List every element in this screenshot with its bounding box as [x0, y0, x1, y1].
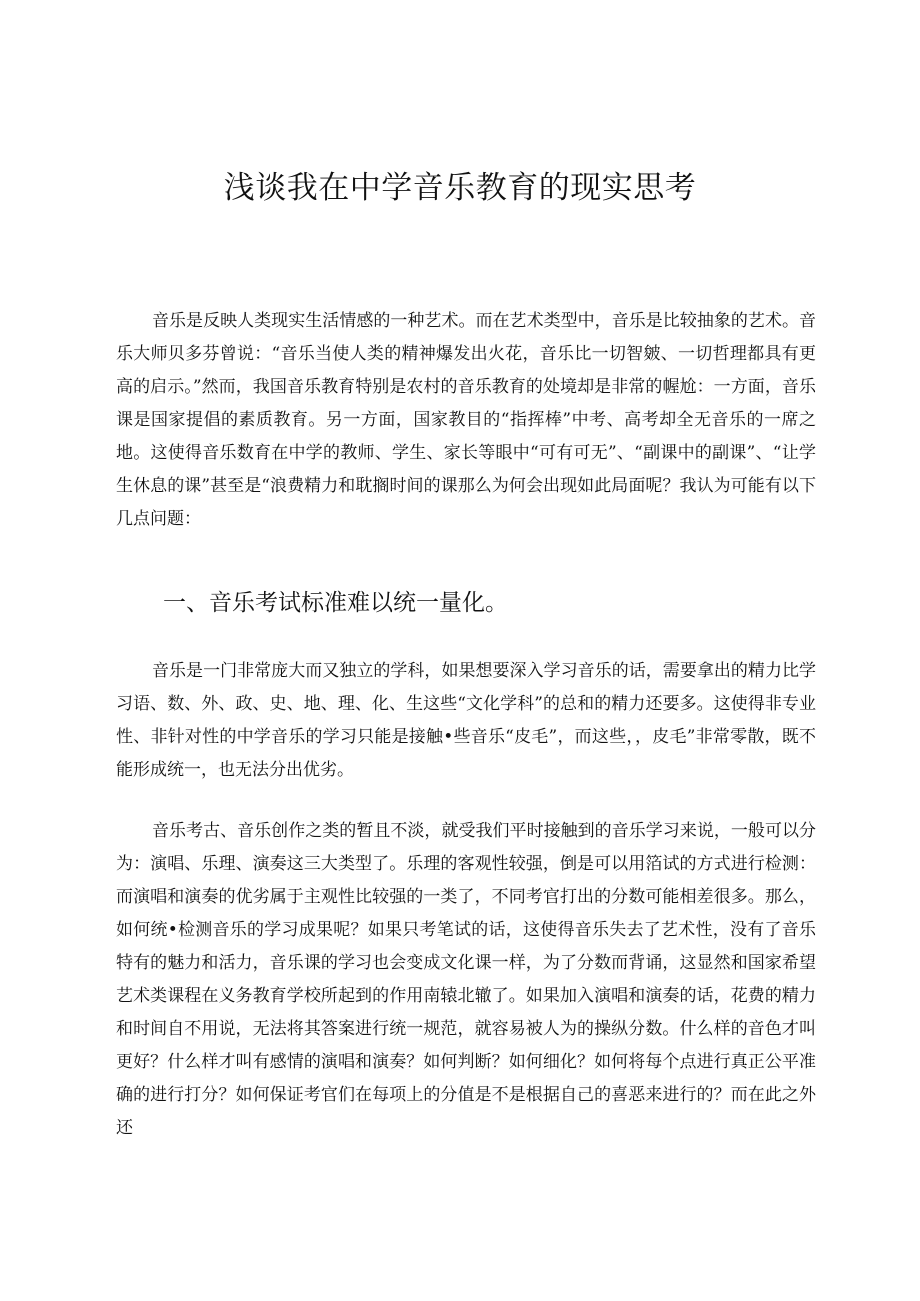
section-paragraph-1: 音乐是一门非常庞大而又独立的学科，如果想要深入学习音乐的话，需要拿出的精力比学习语、数、外、政、史、地、理、化、生这些“文化学科”的总和的精力还要多。这使得非专业性、非针对性的中学音乐的学习只能是接触•些音乐“皮毛”，而这些，，皮毛”非常零散，既不能形成统一，也无法分出优劣。 [116, 661, 816, 780]
section-heading: 一、音乐考试标准难以统一量化。 [163, 590, 508, 616]
intro-paragraph: 音乐是反映人类现实生活情感的一种艺术。而在艺术类型中，音乐是比较抽象的艺术。音乐大师贝多芬曾说：“音乐当使人类的精神爆发出火花，音乐比一切智皴、一切哲理都具有更高的启示。”然而，我国音乐教育特别是农村的音乐教育的处境却是非常的幄尬：一方面，音乐课是国家提倡的素质教育。另一方面，国家教目的“指挥棒”中考、高考却全无音乐的一席之地。这使得音乐数育在中学的教师、学生、家长等眼中“可有可无”、“副课中的副课”、“让学生休息的课”甚至是“浪费精力和耽搁时间的课那么为何会出现如此局面呢？我认为可能有以下几点问题： [116, 311, 816, 529]
document-title: 浅谈我在中学音乐教育的现实思考 [223, 170, 697, 206]
section-paragraph-2: 音乐考古、音乐创作之类的暂且不淡，就受我们平时接触到的音乐学习来说，一般可以分为：演唱、乐理、演奏这三大类型了。乐理的客观性较强，倒是可以用箔试的方式进行检测：而演唱和演奏的优劣属于主观性比较强的一类了，不同考官打出的分数可能相差很多。那么，如何统•检测音乐的学习成果呢？如果只考笔试的话，这使得音乐失去了艺术性，没有了音乐特有的魅力和活力，音乐课的学习也会变成文化课一样，为了分数而背诵，这显然和国家希望艺术类课程在义务教育学校所起到的作用南辕北辙了。如果加入演唱和演奏的话，花费的精力和时间自不用说，无法将其答案进行统一规范，就容易被人为的操纵分数。什么样的音色才叫更好？什么样才叫有感情的演唱和演奏？如何判断？如何细化？如何将每个点进行真正公平准确的进行打分？如何保证考官们在每项上的分值是不是根据自己的喜恶来进行的？而在此之外还 [116, 821, 816, 1138]
